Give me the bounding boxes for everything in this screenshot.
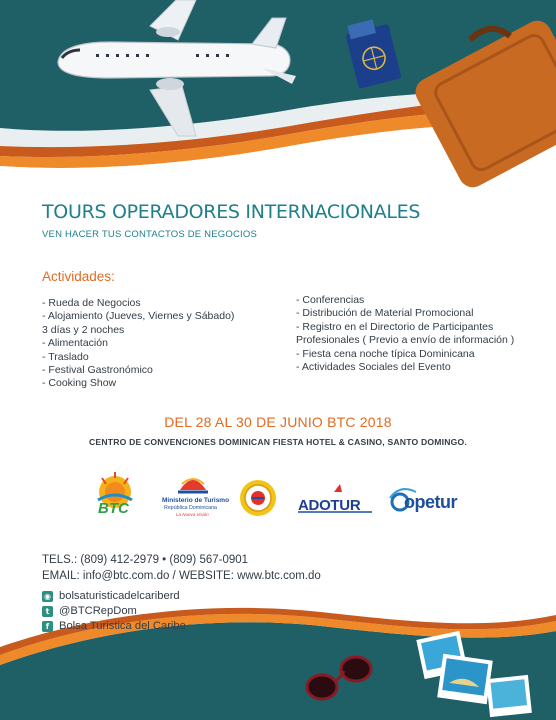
- list-item: 3 días y 2 noches: [42, 323, 125, 336]
- social-facebook-label: Bolsa Turistica del Caribe: [59, 620, 186, 632]
- seal-logo: [238, 470, 278, 526]
- page-title: TOURS OPERADORES INTERNACIONALES: [42, 201, 421, 223]
- adotur-logo-text: ADOTUR: [298, 497, 361, 514]
- social-twitter[interactable]: [42, 605, 137, 617]
- facebook-icon: f: [42, 621, 53, 632]
- contact-phones: TELS.: (809) 412-2979 • (809) 567-0901: [42, 554, 249, 566]
- page-subtitle: VEN HACER TUS CONTACTOS DE NEGOCIOS: [42, 229, 257, 240]
- top-banner-art: [0, 0, 556, 200]
- activities-list-left: [42, 297, 234, 391]
- ministerio-line2: República Dominicana: [164, 505, 217, 511]
- social-website[interactable]: [42, 590, 180, 602]
- list-item: - Cooking Show: [42, 377, 117, 390]
- contact-email-website: EMAIL: info@btc.com.do / WEBSITE: www.btc.com.do: [42, 570, 321, 582]
- opetur-logo-text: opetur: [404, 492, 457, 512]
- activities-list-right: [296, 294, 514, 374]
- btc-logo: [92, 470, 138, 526]
- activities-title: Actividades:: [42, 269, 115, 284]
- list-item: - Festival Gastronómico: [42, 364, 153, 377]
- event-dates: DEL 28 AL 30 DE JUNIO BTC 2018: [164, 414, 392, 430]
- ministerio-turismo-logo: [160, 470, 230, 526]
- twitter-icon: t: [42, 606, 53, 617]
- list-item: - Traslado: [42, 350, 89, 363]
- list-item: - Rueda de Negocios: [42, 297, 141, 309]
- list-item: - Actividades Sociales del Evento: [296, 361, 451, 374]
- list-item: - Distribución de Material Promocional: [296, 307, 474, 320]
- btc-logo-text: BTC: [98, 500, 129, 517]
- list-item: - Fiesta cena noche típica Dominicana: [296, 347, 475, 360]
- adotur-logo: [294, 470, 376, 526]
- social-twitter-label: @BTCRepDom: [59, 605, 137, 617]
- opetur-logo: [388, 470, 460, 526]
- social-facebook[interactable]: [42, 620, 186, 632]
- event-venue: CENTRO DE CONVENCIONES DOMINICAN FIESTA HOTEL & CASINO, SANTO DOMINGO.: [89, 437, 467, 447]
- ministerio-line1: Ministerio de Turismo: [162, 497, 230, 504]
- list-item: - Alimentación: [42, 337, 108, 350]
- website-icon: ◉: [42, 591, 53, 602]
- list-item: - Registro en el Directorio de Participantes: [296, 320, 494, 333]
- social-website-label: bolsaturisticadelcariberd: [59, 590, 180, 602]
- ministerio-line3: La Nueva Visión: [176, 512, 209, 517]
- list-item: - Conferencias: [296, 294, 365, 306]
- list-item: Profesionales ( Previo a envío de información ): [296, 334, 515, 347]
- list-item: - Alojamiento (Jueves, Viernes y Sábado): [42, 310, 235, 323]
